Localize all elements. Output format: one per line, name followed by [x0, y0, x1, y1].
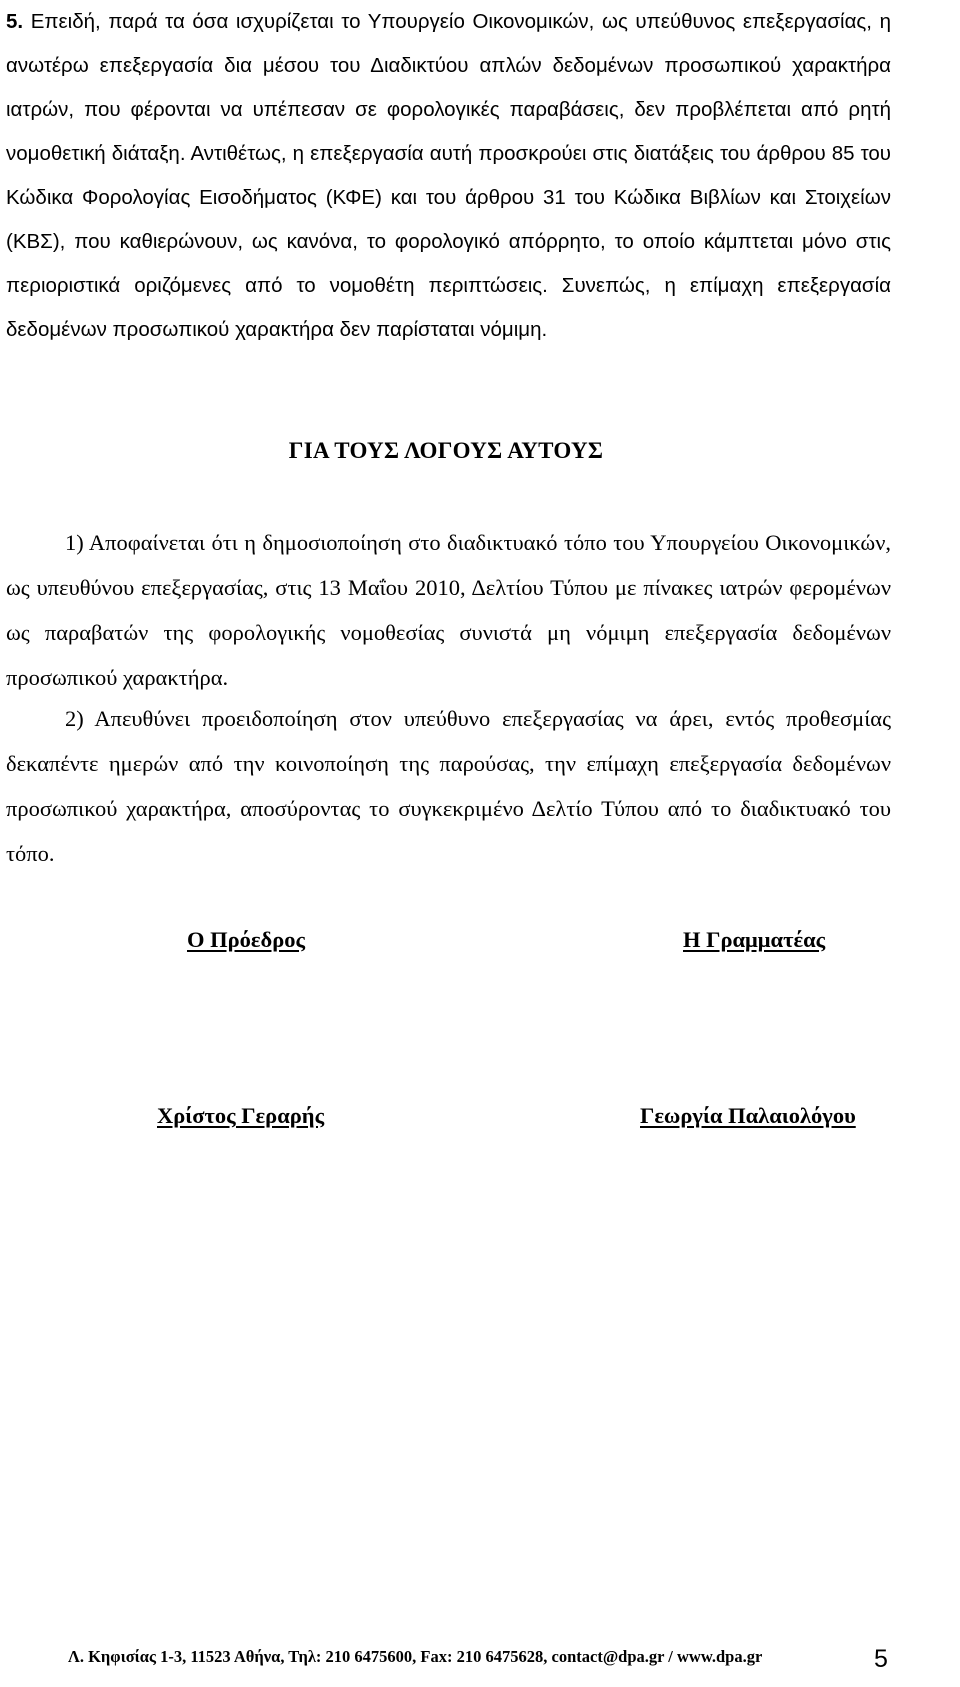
footer-address: Λ. Κηφισίας 1-3, 11523 Αθήνα, Τηλ: 210 6475600, Fax: 210 6475628, contact@dpa.gr / www.dpa.gr [68, 1647, 763, 1666]
page-number: 5 [874, 1645, 888, 1673]
paragraph-5-number: 5. [6, 10, 24, 33]
decision-2: 2) Απευθύνει προειδοποίηση στον υπεύθυνο επεξεργασίας να άρει, εντός προθεσμίας δεκαπέντε ημερών από την κοινοποίηση της παρούσας, την επίμαχη επεξεργασία δεδομένων προσωπικού χαρακτήρα, αποσύροντας το συγκεκριμένο Δελτίο Τύπου από το διαδικτυακό του τόπο. [6, 706, 891, 866]
president-name: Χρίστος Γεραρής [157, 1103, 325, 1128]
president-title: Ο Πρόεδρος [187, 927, 305, 952]
secretary-name: Γεωργία Παλαιολόγου [640, 1103, 856, 1128]
secretary-title: Η Γραμματέας [683, 927, 826, 952]
section-heading: ΓΙΑ ΤΟΥΣ ΛΟΓΟΥΣ ΑΥΤΟΥΣ [288, 438, 604, 463]
paragraph-5-text: Επειδή, παρά τα όσα ισχυρίζεται το Υπουργείο Οικονομικών, ως υπεύθυνος επεξεργασίας, η ανωτέρω επεξεργασία δια μέσου του Διαδικτύου απλών δεδομένων προσωπικού χαρακτήρα ιατρών, που φέρονται να υπέπεσαν σε φορολογικές παραβάσεις, δεν προβλέπεται από ρητή νομοθετική διάταξη. Αντιθέτως, η επεξεργασία αυτή προσκρούει στις διατάξεις του άρθρου 85 του Κώδικα Φορολογίας Εισοδήματος (ΚΦΕ) και του άρθρου 31 του Κώδικα Βιβλίων και Στοιχείων (ΚΒΣ), που καθιερώνουν, ως κανόνα, το φορολογικό απόρρητο, το οποίο κάμπτεται μόνο στις περιοριστικά οριζόμενες από το νομοθέτη περιπτώσεις. Συνεπώς, η επίμαχη επεξεργασία δεδομένων προσωπικού χαρακτήρα δεν παρίσταται νόμιμη. [6, 10, 892, 341]
decision-1: 1) Αποφαίνεται ότι η δημοσιοποίηση στο διαδικτυακό τόπο του Υπουργείου Οικονομικών, ως υπευθύνου επεξεργασίας, στις 13 Μαΐου 2010, Δελτίου Τύπου με πίνακες ιατρών φερομένων ως παραβατών της φορολογικής νομοθεσίας συνιστά μη νόμιμη επεξεργασία δεδομένων προσωπικού χαρακτήρα. [6, 530, 891, 690]
paragraph-5 [6, 0, 891, 352]
